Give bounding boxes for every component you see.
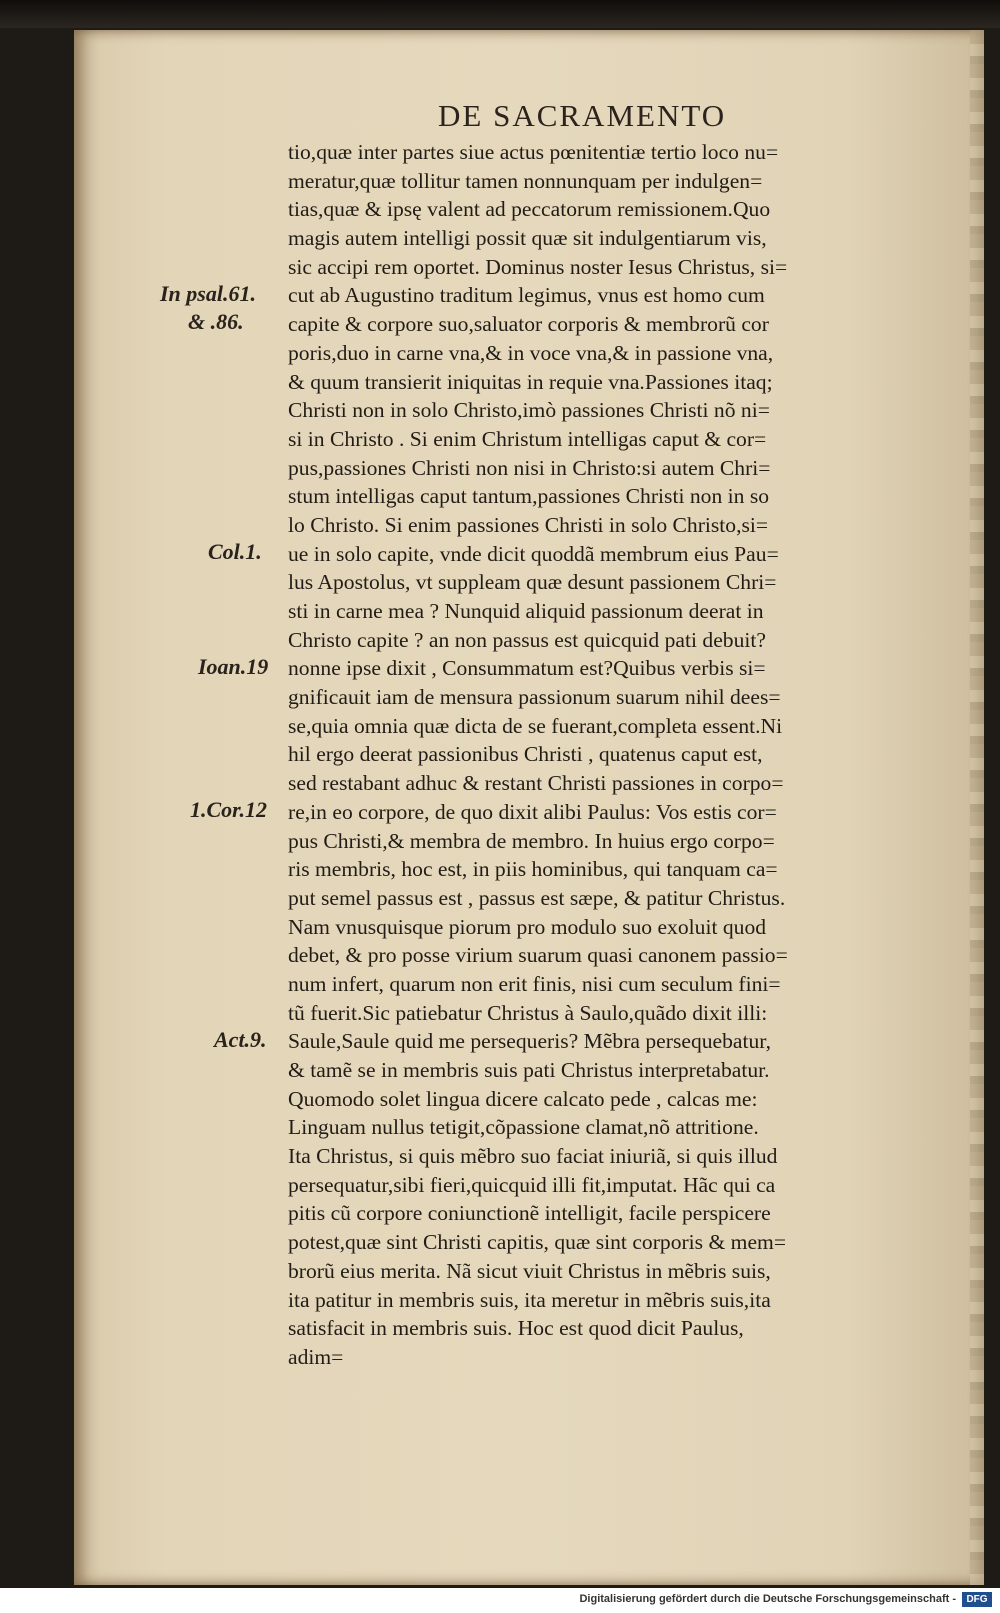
margin-note: & .86. <box>188 309 244 335</box>
text-line: adim= <box>288 1344 344 1369</box>
text-line: ue in solo capite, vnde dicit quoddã membrum eius Pau= <box>288 541 779 566</box>
text-line: Quomodo solet lingua dicere calcato pede , calcas me: <box>288 1086 758 1111</box>
text-line: hil ergo deerat passionibus Christi , quatenus caput est, <box>288 742 763 767</box>
text-line: Christi non in solo Christo,imò passiones Christi nõ ni= <box>288 398 770 423</box>
text-line: si in Christo . Si enim Christum intelligas caput & cor= <box>288 426 767 451</box>
text-line: & quum transierit iniquitas in requie vna.Passiones itaq; <box>288 369 773 394</box>
running-head: DE SACRAMENTO <box>438 98 727 133</box>
text-line: ita patitur in membris suis, ita meretur in mẽbris suis,ita <box>288 1287 771 1312</box>
margin-note: In psal.61. <box>160 280 256 306</box>
text-line: num infert, quarum non erit finis, nisi cum seculum fini= <box>288 971 781 996</box>
text-line: meratur,quæ tollitur tamen nonnunquam per indulgen= <box>288 168 763 193</box>
text-line: tias,quæ & ipsę valent ad peccatorum remissionem.Quo <box>288 197 771 222</box>
text-line: tũ fuerit.Sic patiebatur Christus à Saulo,quãdo dixit illi: <box>288 1000 768 1025</box>
text-line: Linguam nullus tetigit,cõpassione clamat,nõ attritione. <box>288 1115 759 1140</box>
text-line: ris membris, hoc est, in piis hominibus, qui tanquam ca= <box>288 857 778 882</box>
text-line: poris,duo in carne vna,& in voce vna,& in passione vna, <box>288 340 774 365</box>
text-line: & tamẽ se in membris suis pati Christus interpretabatur. <box>288 1058 770 1082</box>
text-line: lo Christo. Si enim passiones Christi in solo Christo,si= <box>288 512 769 537</box>
text-line: brorũ eius merita. Nã sicut viuit Christus in mẽbris suis, <box>288 1258 771 1283</box>
text-line: sed restabant adhuc & restant Christi passiones in corpo= <box>288 771 784 796</box>
text-line: cut ab Augustino traditum legimus, vnus est homo cum <box>288 283 765 308</box>
text-line: gnificauit iam de mensura passionum suarum nihil dees= <box>288 685 781 710</box>
text-line: pitis cũ corpore coniunctionẽ intelligit, facile perspicere <box>288 1201 771 1226</box>
margin-note: 1.Cor.12 <box>190 797 268 823</box>
text-line: sti in carne mea ? Nunquid aliquid passionum deerat in <box>288 599 764 623</box>
text-line: Nam vnusquisque piorum pro modulo suo exoluit quod <box>288 914 767 939</box>
text-line: sic accipi rem oportet. Dominus noster Iesus Christus, si= <box>288 254 788 279</box>
margin-note: Act.9. <box>214 1026 267 1052</box>
text-line: Christo capite ? an non passus est quicquid pati debuit? <box>288 627 766 652</box>
margin-note: Col.1. <box>208 538 262 564</box>
text-line: Saule,Saule quid me persequeris? Mẽbra persequebatur, <box>288 1029 772 1054</box>
text-line: satisfacit in membris suis. Hoc est quod dicit Paulus, <box>288 1316 744 1341</box>
text-line: lus Apostolus, vt suppleam quæ desunt passionem Chri= <box>288 570 777 595</box>
scan-top-edge <box>0 0 1000 28</box>
text-line: magis autem intelligi possit quæ sit indulgentiarum vis, <box>288 226 767 251</box>
text-line: pus Christi,& membra de membro. In huius ergo corpo= <box>288 828 775 853</box>
text-line: se,quia omnia quæ dicta de se fuerant,completa essent.Ni <box>288 713 783 738</box>
footer-credit: Digitalisierung gefördert durch die Deutsche Forschungsgemeinschaft - <box>579 1593 956 1605</box>
digitization-footer <box>0 1588 1000 1613</box>
text-line: stum intelligas caput tantum,passiones Christi non in so <box>288 484 770 509</box>
margin-note: Ioan.19 <box>198 653 269 679</box>
text-line: nonne ipse dixit , Consummatum est?Quibus verbis si= <box>288 656 766 681</box>
text-line: Ita Christus, si quis mẽbro suo faciat iniuriã, si quis illud <box>288 1144 778 1169</box>
text-line: persequatur,sibi fieri,quicquid illi fit,imputat. Hãc qui ca <box>288 1172 776 1197</box>
text-line: pus,passiones Christi non nisi in Christo:si autem Chri= <box>288 455 771 480</box>
text-line: put semel passus est , passus est sæpe, & patitur Christus. <box>288 885 786 910</box>
text-line: tio,quæ inter partes siue actus pœnitentiæ tertio loco nu= <box>288 140 779 164</box>
page-edge-shadow <box>970 30 984 1585</box>
text-line: potest,quæ sint Christi capitis, quæ sint corporis & mem= <box>288 1230 787 1255</box>
text-line: re,in eo corpore, de quo dixit alibi Paulus: Vos estis cor= <box>288 799 777 824</box>
text-line: capite & corpore suo,saluator corporis & membrorũ cor <box>288 312 769 337</box>
dfg-logo: DFG <box>962 1592 992 1607</box>
text-line: debet, & pro posse virium suarum quasi canonem passio= <box>288 943 788 968</box>
body-text <box>288 138 964 1372</box>
